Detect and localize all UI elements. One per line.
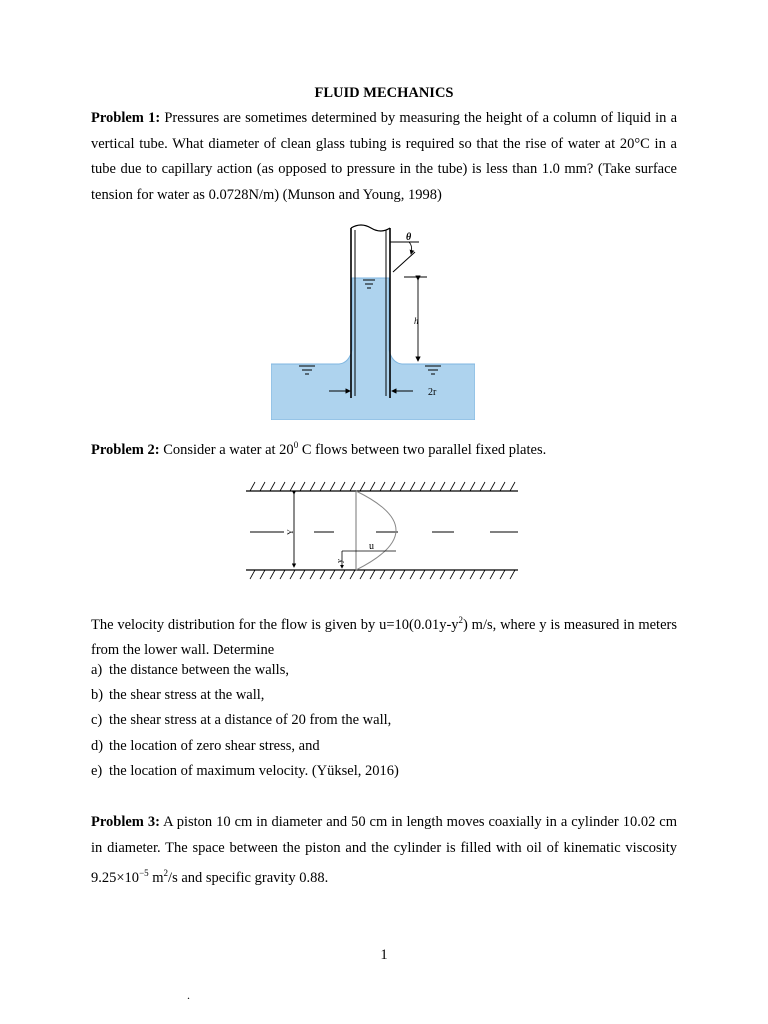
- hatch-mark: [320, 570, 325, 579]
- list-item: e) the location of maximum velocity. (Yüksel, 2016): [91, 762, 399, 779]
- problem-1-paragraph: [91, 106, 677, 208]
- hatch-mark: [410, 482, 415, 491]
- hatch-mark: [350, 482, 355, 491]
- square-superscript: 2: [458, 615, 464, 625]
- hatch-mark: [300, 482, 305, 491]
- exponent-superscript: −5: [139, 868, 149, 878]
- hatch-mark: [460, 570, 465, 579]
- velocity-profile: [356, 491, 396, 570]
- u-label: u: [369, 541, 374, 552]
- footer-dot: .: [187, 988, 190, 1002]
- hatch-mark: [440, 482, 445, 491]
- hatch-mark: [500, 482, 505, 491]
- hatch-mark: [430, 482, 435, 491]
- hatch-mark: [290, 570, 295, 579]
- hatch-mark: [480, 570, 485, 579]
- hatch-mark: [300, 570, 305, 579]
- capillary-tube-figure: [271, 220, 475, 420]
- hatch-mark: [450, 482, 455, 491]
- hatch-mark: [350, 570, 355, 579]
- hatch-mark: [490, 482, 495, 491]
- hatch-mark: [270, 482, 275, 491]
- hatch-mark: [380, 482, 385, 491]
- problem-2-text: Consider a water at 20: [159, 441, 294, 458]
- problem-2-paragraph: [91, 433, 677, 463]
- problem-1-text: Pressures are sometimes determined by measuring the height of a column of liquid in a vertical tube. What diameter of clean glass tubing is required so that the rise of water at 20°C in a tube due to capillary action (as opposed to pressure in the tube) is less than 1.0 mm? (Take surface tension for water as 0.0728N/m) (Munson and Young, 1998): [91, 110, 678, 203]
- hatch-mark: [400, 570, 405, 579]
- problem-3-label: Problem 3:: [91, 814, 160, 830]
- hatch-mark: [310, 570, 315, 579]
- hatch-mark: [450, 570, 455, 579]
- hatch-mark: [390, 570, 395, 579]
- hatch-mark: [290, 482, 295, 491]
- hatch-mark: [320, 482, 325, 491]
- hatch-mark: [330, 482, 335, 491]
- hatch-mark: [340, 570, 345, 579]
- water-basin: [271, 278, 475, 420]
- velocity-text-end: ) m/s, where y is measured in meters from the lower wall. Determine: [91, 616, 677, 659]
- parallel-plates-figure: [242, 478, 522, 582]
- problem-3-text: A piston 10 cm in diameter and 50 cm in length moves coaxially in a cylinder 10.02 cm in diameter. The space between the piston and the cylinder is filled with oil of kinematic viscosity 9.25×10: [91, 814, 677, 886]
- y-label: y: [335, 559, 344, 563]
- hatch-mark: [360, 482, 365, 491]
- velocity-paragraph: [91, 608, 677, 664]
- hatch-mark: [400, 482, 405, 491]
- hatch-mark: [370, 570, 375, 579]
- hatch-mark: [500, 570, 505, 579]
- problem-3-paragraph: Problem 3: A piston 10 cm in diameter and 50 cm in length moves coaxially in a cylinder 10.02 cm in diameter. The space between the piston and the cylinder is filled with oil of kinematic viscosity $9.25\times 10^{-5}$ $m^2/s$ and specific gravity 0.88.: [91, 814, 677, 886]
- velocity-text: The velocity distribution for the flow is given by u=10(0.01y-y: [91, 616, 459, 633]
- hatch-mark: [370, 482, 375, 491]
- hatch-mark: [410, 570, 415, 579]
- hatch-mark: [390, 482, 395, 491]
- radius-label: 2r: [428, 387, 437, 398]
- hatch-mark: [280, 482, 285, 491]
- list-item: c) the shear stress at a distance of 20 from the wall,: [91, 712, 392, 729]
- hatch-mark: [340, 482, 345, 491]
- degree-superscript: 0: [293, 440, 299, 450]
- hatch-mark: [420, 570, 425, 579]
- h-label: h: [414, 316, 419, 326]
- hatch-mark: [310, 482, 315, 491]
- question-list: [91, 658, 399, 784]
- hatch-mark: [470, 482, 475, 491]
- problem-1-label: Problem 1:: [91, 110, 161, 126]
- hatch-mark: [490, 570, 495, 579]
- hatch-mark: [360, 570, 365, 579]
- hatch-mark: [250, 482, 255, 491]
- hatch-mark: [420, 482, 425, 491]
- page-number: 1: [380, 947, 388, 963]
- hatch-mark: [280, 570, 285, 579]
- hatch-mark: [440, 570, 445, 579]
- hatch-mark: [460, 482, 465, 491]
- hatch-mark: [430, 570, 435, 579]
- hatch-mark: [260, 482, 265, 491]
- list-item: d) the location of zero shear stress, and: [91, 737, 320, 754]
- theta-label: θ: [406, 232, 412, 243]
- problem-2-label: Problem 2:: [91, 441, 160, 458]
- Y-label: Y: [286, 529, 295, 535]
- hatch-mark: [250, 570, 255, 579]
- hatch-mark: [260, 570, 265, 579]
- problem-2-text-end: C flows between two parallel fixed plates.: [298, 441, 547, 458]
- hatch-mark: [270, 570, 275, 579]
- hatch-mark: [510, 570, 515, 579]
- hatch-mark: [380, 570, 385, 579]
- list-item: b) the shear stress at the wall,: [91, 687, 265, 704]
- hatch-mark: [510, 482, 515, 491]
- hatch-mark: [470, 570, 475, 579]
- hatch-mark: [480, 482, 485, 491]
- list-item: a) the distance between the walls,: [91, 662, 289, 678]
- hatch-mark: [330, 570, 335, 579]
- document-title: FLUID MECHANICS: [314, 85, 454, 101]
